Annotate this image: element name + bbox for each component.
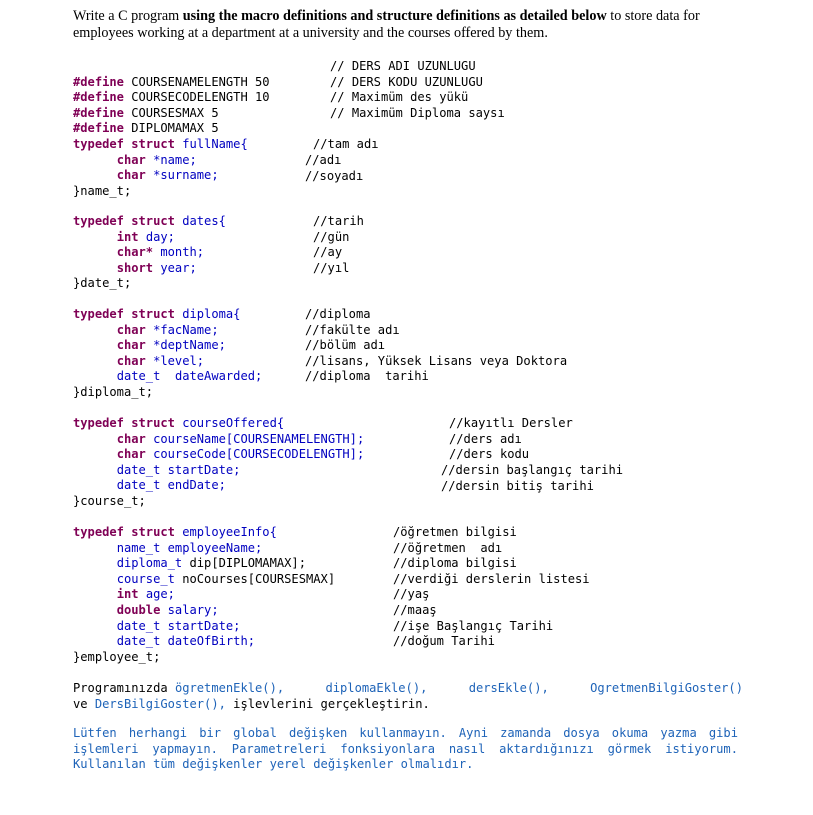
field-type: date_t (116, 618, 161, 633)
function-dersbilgigoster: DersBilgiGoster(), (94, 696, 226, 711)
field-name: employeeName; (167, 540, 263, 555)
note-paragraph: Lütfen herhangi bir global değişken kullanmayın. Ayni zamanda dosya okuma yazma gibi işlemleri yapmayın. Parametreleri fonksiyonlara nasıl aktardığınızı görmek istiyorum. Kullanılan tüm değişkenler yerel değişkenler olmalıdır. (73, 726, 738, 772)
define-keyword: #define (73, 74, 124, 89)
struct-fullname (73, 137, 248, 199)
comment: //tam adı (313, 137, 379, 151)
field-name: *deptName; (153, 338, 226, 353)
field-name: startDate; (167, 618, 241, 633)
field-name: endDate; (167, 478, 226, 493)
define-name: DIPLOMAMAX (131, 121, 205, 136)
field-type: char (116, 447, 146, 462)
intro-text-1: Write a C program (73, 8, 183, 24)
field-name: noCourses[COURSESMAX] (182, 571, 336, 586)
field-name: age; (145, 587, 175, 602)
struct-footer: }diploma_t; (73, 384, 154, 399)
comment: //fakülte adı (305, 322, 400, 337)
field-name: courseName[COURSENAMELENGTH]; (153, 431, 365, 446)
field-type: course_t (116, 571, 175, 586)
define-block (73, 59, 270, 137)
field-name: startDate; (167, 462, 241, 477)
comment: //verdiği derslerin listesi (393, 571, 590, 586)
define-name: COURSECODELENGTH (131, 90, 248, 105)
intro-paragraph (73, 8, 753, 42)
comment: //maaş (393, 602, 437, 617)
comments-employeeinfo (393, 525, 590, 650)
intro-bold-1: using t (182, 8, 224, 24)
comment: //ay (313, 245, 343, 260)
field-type: date_t (116, 369, 161, 384)
struct-name: fullName{ (182, 137, 248, 151)
field-name: month; (160, 245, 205, 260)
field-type: date_t (116, 478, 161, 493)
comment: //soyadı (305, 168, 364, 183)
struct-footer: }course_t; (73, 493, 146, 508)
comment: //öğretmen adı (393, 540, 503, 555)
define-value: 5 (211, 105, 219, 120)
field-type: char (116, 431, 146, 446)
comment: //işe Başlangıç Tarihi (393, 618, 554, 633)
comment: //diploma (305, 307, 371, 321)
define-value: 10 (255, 90, 270, 105)
define-keyword: #define (73, 105, 124, 120)
field-name: dip[DIPLOMAMAX]; (189, 556, 306, 571)
field-name: salary; (167, 602, 219, 617)
struct-name: employeeInfo{ (182, 525, 277, 539)
comment: //gün (313, 229, 350, 244)
define-name: COURSENAMELENGTH (131, 74, 248, 89)
comment: //dersin bitiş tarihi (441, 478, 594, 493)
typedef-keyword: typedef struct (73, 307, 175, 321)
field-type: date_t (116, 462, 161, 477)
comment: //diploma bilgisi (393, 556, 517, 571)
field-name: courseCode[COURSECODELENGTH]; (153, 447, 365, 462)
comment: //ders adı (449, 431, 522, 446)
field-name: dateOfBirth; (167, 634, 256, 649)
comments-courseoffered-a (449, 416, 573, 463)
field-type: date_t (116, 634, 161, 649)
struct-dates (73, 214, 226, 292)
intro-bold-2: he macro definitions and structure definitions as detailed below (223, 8, 607, 24)
functions-prefix: Programınızda (73, 681, 175, 695)
struct-name: diploma{ (182, 307, 241, 321)
field-type: char* (116, 245, 154, 260)
comment: /öğretmen bilgisi (393, 525, 517, 539)
typedef-keyword: typedef struct (73, 416, 175, 430)
function-ogretmenekle: ögretmenEkle(), (174, 681, 285, 695)
field-type: char (116, 152, 146, 167)
comment: //dersin başlangıç tarihi (441, 463, 624, 477)
struct-employeeinfo (73, 525, 335, 665)
comments-dates (313, 214, 364, 276)
define-keyword: #define (73, 121, 124, 136)
struct-name: dates{ (182, 214, 226, 228)
comment: //doğum Tarihi (393, 634, 495, 649)
field-type: char (116, 322, 146, 337)
field-type: char (116, 168, 146, 183)
struct-name: courseOffered{ (182, 416, 285, 430)
field-type: short (116, 260, 154, 275)
comment: //bölüm adı (305, 338, 386, 353)
define-comment: // DERS ADI UZUNLUGU (330, 59, 476, 73)
field-type: diploma_t (116, 556, 183, 571)
field-name: day; (145, 229, 175, 244)
define-comment: // Maximüm des yükü (330, 90, 469, 105)
field-name: *surname; (153, 168, 219, 183)
comment: //diploma tarihi (305, 369, 429, 384)
field-type: char (116, 338, 146, 353)
field-name: year; (160, 260, 197, 275)
comment: //tarih (313, 214, 364, 228)
struct-diploma (73, 307, 262, 401)
comment: //lisans, Yüksek Lisans veya Doktora (305, 353, 568, 368)
typedef-keyword: typedef struct (73, 137, 175, 151)
struct-footer: }employee_t; (73, 649, 161, 664)
define-value: 5 (211, 121, 219, 136)
functions-line2-prefix: ve (73, 696, 95, 711)
field-type: int (116, 229, 139, 244)
field-name: dateAwarded; (174, 369, 263, 384)
field-type: char (116, 353, 146, 368)
define-comment: // Maximüm Diploma saysı (330, 105, 505, 120)
comments-courseoffered-b (441, 463, 623, 494)
function-dersekle: dersEkle(), (468, 681, 549, 695)
field-name: *name; (153, 152, 197, 167)
struct-courseoffered (73, 416, 364, 510)
struct-footer: }name_t; (73, 183, 132, 198)
define-name: COURSESMAX (131, 105, 205, 120)
field-type: name_t (116, 540, 161, 555)
functions-paragraph (73, 681, 743, 712)
intro-text-2: to store data for employees working at a department at a university and the courses offered by them. (73, 8, 700, 41)
typedef-keyword: typedef struct (73, 525, 175, 539)
struct-footer: }date_t; (73, 276, 132, 291)
comment: //kayıtlı Dersler (449, 416, 573, 430)
define-comment: // DERS KODU UZUNLUGU (330, 74, 483, 89)
field-type: int (116, 587, 139, 602)
function-diplomaekle: diplomaEkle(), (325, 681, 428, 695)
field-name: *facName; (153, 322, 219, 337)
define-value: 50 (255, 74, 270, 89)
comment: //ders kodu (449, 447, 530, 462)
field-name: *level; (153, 353, 205, 368)
define-comments (330, 59, 505, 121)
functions-suffix: işlevlerini gerçekleştirin. (225, 696, 430, 711)
comment: //yıl (313, 260, 350, 275)
comments-diploma (305, 307, 567, 385)
define-keyword: #define (73, 90, 124, 105)
comments-fullname (305, 153, 363, 184)
field-type: double (116, 602, 161, 617)
comment: //yaş (393, 587, 430, 602)
typedef-keyword: typedef struct (73, 214, 175, 228)
comment: //adı (305, 153, 342, 167)
function-ogretmenbilgigoster: OgretmenBilgiGoster() (590, 681, 743, 695)
